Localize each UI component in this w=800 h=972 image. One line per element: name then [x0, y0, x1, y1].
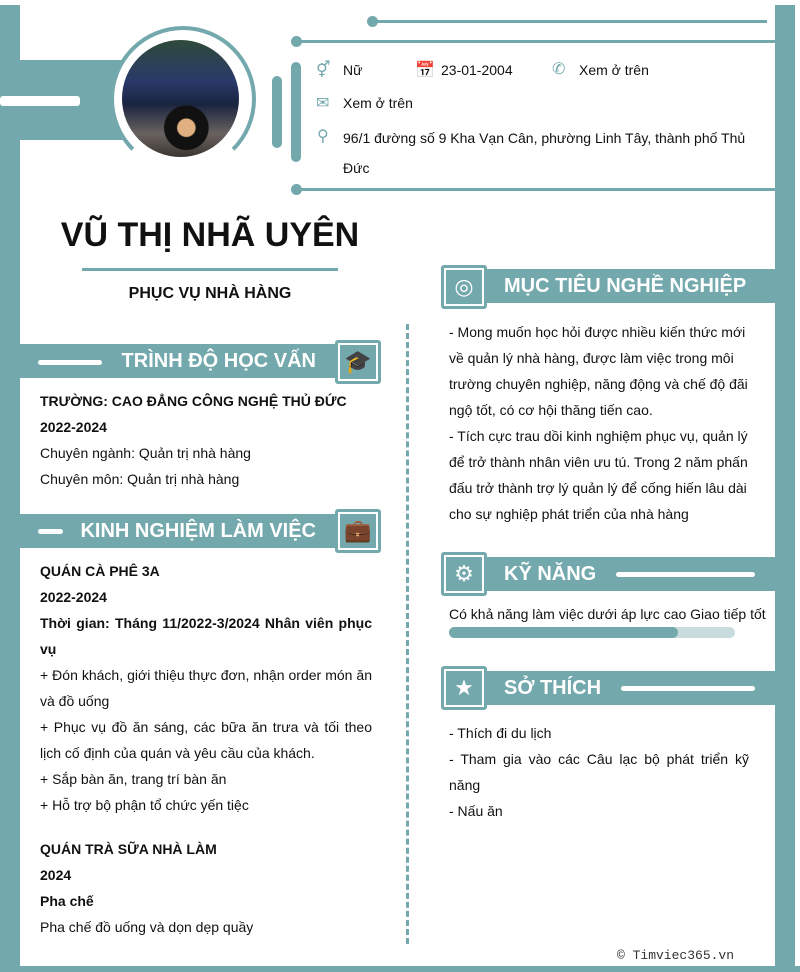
- decor-bar: [272, 76, 282, 148]
- objective-header: [482, 269, 775, 303]
- experience-header: [20, 514, 338, 548]
- graduation-cap-icon: 🎓: [340, 345, 376, 379]
- objective-title: MỤC TIÊU NGHỀ NGHIỆP: [504, 275, 747, 297]
- avatar: [122, 40, 239, 157]
- decor-pill: [0, 96, 80, 106]
- education-icon-box: [335, 340, 381, 384]
- job-role: Thời gian: Tháng 11/2022-3/2024 Nhân viên phục vụ: [40, 615, 372, 657]
- skill-bar: [449, 627, 735, 638]
- phone: Xem ở trên: [579, 62, 649, 78]
- experience-section: [40, 558, 372, 940]
- briefcase-icon: 💼: [340, 514, 376, 548]
- job-line: + Phục vụ đồ ăn sáng, các bữa ăn trưa và tối theo lịch cố định của quán và yêu cầu của khách.: [40, 719, 372, 761]
- specialty: Chuyên môn: Quản trị nhà hàng: [40, 471, 240, 487]
- location-icon: ⚲: [317, 128, 329, 145]
- objective-line: - Mong muốn học hỏi được nhiều kiến thức mới về quản lý nhà hàng, được làm việc trong môi trường chuyên nghiệp, năng động và chế độ đãi ngộ tốt, có cơ hội thăng tiến cao.: [449, 324, 748, 418]
- hobbies-title: SỞ THÍCH: [504, 677, 602, 699]
- job-line: Pha chế đồ uống và dọn dẹp quầy: [40, 919, 254, 935]
- bottom-border: [0, 966, 800, 972]
- education-section: [40, 388, 380, 492]
- skills-icon-box: [441, 552, 487, 596]
- gender: Nữ: [343, 62, 363, 78]
- hobbies-icon-box: [441, 666, 487, 710]
- hobby-item: - Nấu ăn: [449, 803, 503, 819]
- name-underline: [82, 268, 338, 271]
- star-icon: ★: [446, 671, 482, 705]
- objective-line: - Tích cực trau dồi kinh nghiệm phục vụ, quản lý để trở thành nhân viên ưu tú. Trong 2 năm phấn đấu trở thành trợ lý quản lý để cống hiến lâu dài cho sự nghiệp phát triển của nhà hàng: [449, 428, 748, 522]
- phone-icon: ✆: [552, 61, 566, 78]
- job-role: Pha chế: [40, 893, 94, 909]
- decor-line: [296, 188, 776, 191]
- decor-pill: [38, 360, 102, 365]
- hobby-item: - Tham gia vào các Câu lạc bộ phát triển kỹ năng: [449, 751, 749, 793]
- skill-label: Có khả năng làm việc dưới áp lực cao Giao tiếp tốt: [449, 606, 766, 622]
- decor-line: [296, 40, 776, 43]
- edu-years: 2022-2024: [40, 419, 107, 435]
- decor-line: [372, 20, 767, 23]
- email: Xem ở trên: [343, 95, 413, 111]
- birthday: 23-01-2004: [441, 62, 513, 78]
- calendar-icon: 📅: [415, 62, 435, 79]
- experience-icon-box: [335, 509, 381, 553]
- gear-icon: ⚙: [446, 557, 482, 591]
- column-divider: [406, 324, 409, 944]
- email-icon: ✉: [316, 95, 330, 112]
- job-line: + Hỗ trợ bộ phận tổ chức yến tiệc: [40, 797, 249, 813]
- major: Chuyên ngành: Quản trị nhà hàng: [40, 445, 251, 461]
- decor-pill: [616, 572, 755, 577]
- full-name: VŨ THỊ NHÃ UYÊN: [60, 216, 360, 254]
- objective-section: [449, 319, 749, 527]
- decor-pill: [38, 529, 63, 534]
- right-border: [775, 5, 795, 972]
- company: QUÁN TRÀ SỮA NHÀ LÀM: [40, 841, 217, 857]
- job-line: + Sắp bàn ăn, trang trí bàn ăn: [40, 771, 227, 787]
- objective-icon-box: [441, 265, 487, 309]
- skill-bar-fill: [449, 627, 678, 638]
- school: TRƯỜNG: CAO ĐẲNG CÔNG NGHỆ THỦ ĐỨC: [40, 393, 347, 409]
- decor-pill: [621, 686, 755, 691]
- job-position: PHỤC VỤ NHÀ HÀNG: [128, 285, 292, 302]
- job-line: + Đón khách, giới thiệu thực đơn, nhận order món ăn và đồ uống: [40, 667, 372, 709]
- left-border: [0, 5, 20, 972]
- address: 96/1 đường số 9 Kha Vạn Cân, phường Linh Tây, thành phố Thủ Đức: [343, 130, 746, 176]
- experience-title: KINH NGHIỆM LÀM VIỆC: [80, 520, 316, 542]
- job-years: 2024: [40, 867, 72, 883]
- decor-bar: [291, 62, 301, 162]
- skills-title: KỸ NĂNG: [504, 563, 597, 585]
- hobby-item: - Thích đi du lịch: [449, 725, 552, 741]
- hobbies-section: [449, 720, 749, 824]
- footer-watermark: © Timviec365.vn: [617, 948, 735, 963]
- education-title: TRÌNH ĐỘ HỌC VẤN: [121, 350, 316, 372]
- gender-icon: ⚥: [316, 62, 331, 79]
- target-icon: ◎: [446, 270, 482, 304]
- job-years: 2022-2024: [40, 589, 107, 605]
- company: QUÁN CÀ PHÊ 3A: [40, 563, 160, 579]
